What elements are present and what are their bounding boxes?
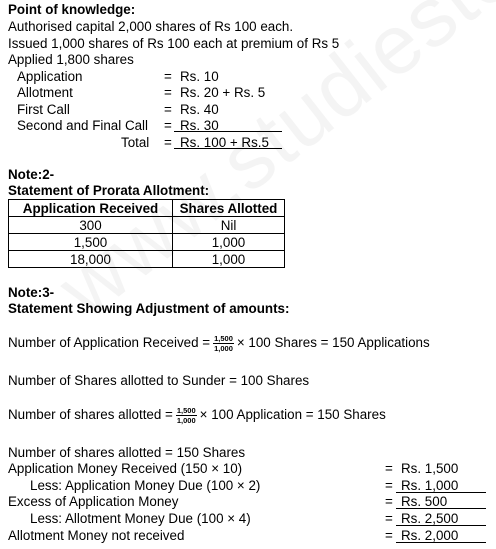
- adjustment-value-not-received: Rs. 2,000: [401, 528, 459, 543]
- adjustment-rule: [396, 492, 486, 493]
- table-cell: 18,000: [9, 251, 173, 268]
- fraction: [213, 334, 234, 353]
- point-of-knowledge-heading: Point of knowledge:: [8, 2, 136, 17]
- table-cell: Nil: [173, 217, 285, 234]
- column-header-shares-allotted: Shares Allotted: [173, 200, 285, 217]
- total-bottom-rule: [174, 148, 282, 149]
- fraction: [176, 406, 197, 425]
- total-label: Total: [121, 135, 150, 150]
- adjustment-label-excess: Excess of Application Money: [8, 494, 179, 509]
- adjustment-rule: [396, 508, 486, 509]
- equation-prefix: Number of Application Received =: [8, 335, 211, 350]
- fraction-numerator: 1,500: [214, 333, 233, 343]
- shares-allotted-summary: Number of shares allotted = 150 Shares: [8, 445, 246, 460]
- call-value-application: Rs. 10: [180, 69, 219, 84]
- fraction-denominator: 1,000: [176, 415, 196, 425]
- call-value-first-call: Rs. 40: [180, 102, 219, 117]
- table-row: [9, 251, 285, 268]
- applied-shares-line: Applied 1,800 shares: [8, 52, 134, 67]
- total-value: Rs. 100 + Rs.5: [180, 135, 269, 150]
- prorata-table: [8, 199, 285, 268]
- equation-prefix: Number of shares allotted =: [8, 407, 173, 422]
- adjustment-eq: =: [385, 511, 393, 526]
- table-row: [9, 234, 285, 251]
- application-received-equation: [8, 328, 430, 358]
- adjustment-eq: =: [385, 494, 393, 509]
- table-cell: 300: [9, 217, 173, 234]
- adjustment-eq: =: [385, 478, 393, 493]
- prorata-heading: Statement of Prorata Allotment:: [8, 183, 210, 198]
- adjustment-rule: [396, 542, 486, 543]
- call-value-final-call: Rs. 30: [180, 118, 219, 133]
- issued-shares-line: Issued 1,000 shares of Rs 100 each at premium of Rs 5: [8, 36, 340, 51]
- adjustment-label-application-received: Application Money Received (150 × 10): [8, 461, 243, 476]
- fraction-numerator: 1,500: [176, 405, 196, 415]
- table-row: [9, 217, 285, 234]
- adjustment-label-application-due: Less: Application Money Due (100 × 2): [30, 478, 261, 493]
- call-eq-allotment: =: [164, 85, 172, 100]
- call-eq-first-call: =: [164, 102, 172, 117]
- adjustment-eq: =: [385, 528, 393, 543]
- adjustment-value-allotment-due: Rs. 2,500: [401, 511, 459, 526]
- call-label-first-call: First Call: [17, 102, 70, 117]
- call-eq-final-call: =: [164, 118, 172, 133]
- table-cell: 1,000: [173, 251, 285, 268]
- adjustment-value-application-due: Rs. 1,000: [401, 478, 459, 493]
- authorised-capital-line: Authorised capital 2,000 shares of Rs 100 each.: [8, 19, 294, 34]
- total-eq: =: [164, 135, 172, 150]
- call-label-allotment: Allotment: [17, 85, 73, 100]
- adjustment-label-allotment-due: Less: Allotment Money Due (100 × 4): [30, 511, 251, 526]
- shares-allotted-sunder-line: Number of Shares allotted to Sunder = 100 Shares: [8, 373, 310, 388]
- adjustment-label-not-received: Allotment Money not received: [8, 528, 185, 543]
- call-label-final-call: Second and Final Call: [17, 118, 149, 133]
- note2-heading: Note:2-: [8, 167, 55, 182]
- equation-suffix: × 100 Shares = 150 Applications: [236, 335, 430, 350]
- note3-heading: Note:3-: [8, 285, 55, 300]
- table-cell: 1,500: [9, 234, 173, 251]
- table-cell: 1,000: [173, 234, 285, 251]
- adjustment-rule: [396, 525, 486, 526]
- adjustment-heading: Statement Showing Adjustment of amounts:: [8, 301, 290, 316]
- column-header-application-received: Application Received: [9, 200, 173, 217]
- adjustment-value-application-received: Rs. 1,500: [401, 461, 459, 476]
- call-eq-application: =: [164, 69, 172, 84]
- adjustment-value-excess: Rs. 500: [401, 494, 448, 509]
- call-value-allotment: Rs. 20 + Rs. 5: [180, 85, 266, 100]
- total-top-rule: [174, 131, 282, 132]
- adjustment-eq: =: [385, 461, 393, 476]
- call-label-application: Application: [17, 69, 83, 84]
- shares-allotted-equation: [8, 400, 386, 430]
- fraction-denominator: 1,000: [214, 343, 233, 353]
- equation-suffix: × 100 Application = 150 Shares: [199, 407, 386, 422]
- table-header-row: [9, 200, 285, 217]
